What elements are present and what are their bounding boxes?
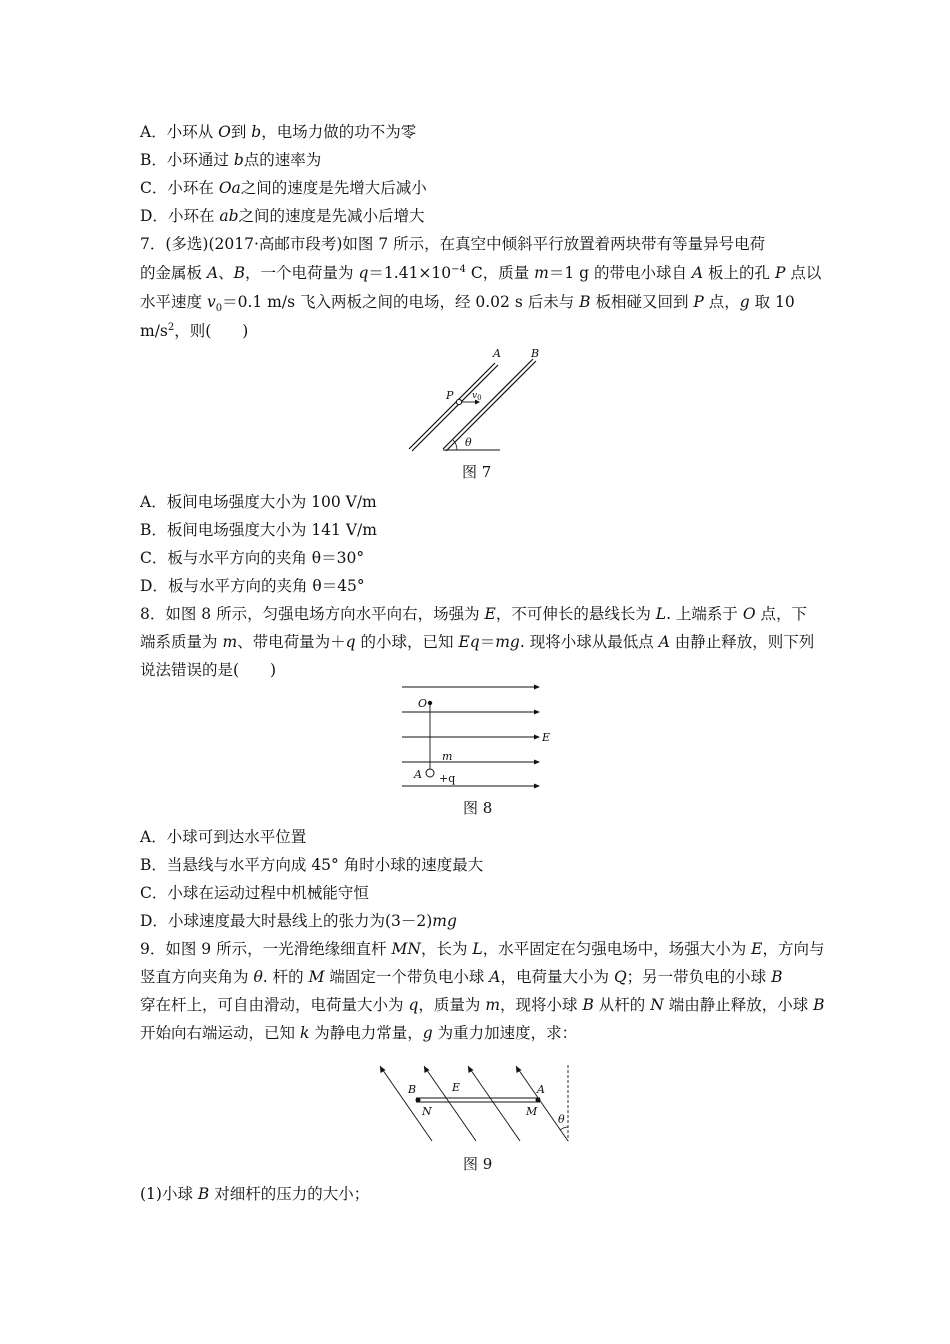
- q8-option-d: D．小球速度最大时悬线上的张力为(3－2)mg: [140, 912, 457, 930]
- q7-option-b: B．板间电场强度大小为 141 V/m: [140, 521, 377, 539]
- q8-option-a: A．小球可到达水平位置: [140, 828, 307, 846]
- q9-stem-line-3: 穿在杆上，可自由滑动，电荷量大小为 q，质量为 m，现将小球 B 从杆的 N 端由静止释放，小球 B: [140, 996, 825, 1014]
- figure-9-label-b: B: [408, 1083, 417, 1096]
- q7-option-c: C．板与水平方向的夹角 θ＝30°: [140, 549, 365, 567]
- q6-option-d: D．小环在 ab之间的速度是先减小后增大: [140, 207, 425, 225]
- figure-8-caption: 图 8: [463, 799, 493, 817]
- plate-a: [409, 363, 495, 449]
- q7-stem-line-1: 7．(多选)(2017·高邮市段考)如图 7 所示，在真空中倾斜平行放置着两块带有等量异号电荷: [140, 235, 766, 253]
- figure-8: [400, 682, 560, 792]
- ball-b: [416, 1098, 421, 1103]
- figure-8-label-o: O: [418, 697, 428, 710]
- q8-stem-line-3: 说法错误的是( ): [140, 661, 277, 679]
- figure-8-label-m: m: [442, 750, 453, 763]
- q9-subquestion-1: (1)小球 B 对细杆的压力的大小；: [140, 1185, 370, 1203]
- q7-stem-line-4: $m/s^2$，则( ): [140, 321, 249, 340]
- q9-stem-line-4: 开始向右端运动，已知 k 为静电力常量，g 为重力加速度，求：: [140, 1024, 578, 1042]
- figure-9-label-a: A: [537, 1083, 545, 1096]
- q9-stem-line-2: 竖直方向夹角为 θ. 杆的 M 端固定一个带负电小球 A，电荷量大小为 Q；另一带负电的小球 B: [140, 968, 783, 986]
- figure-7-caption: 图 7: [462, 463, 492, 481]
- q6-option-b: B．小环通过 b点的速率为: [140, 151, 322, 169]
- figure-8-label-e: E: [542, 731, 551, 744]
- field-line-3: [468, 1066, 520, 1141]
- q6-option-a: A．小环从 O到 b，电场力做的功不为零: [140, 123, 417, 141]
- field-line-1: [380, 1066, 432, 1141]
- q9-stem-line-1: 9．如图 9 所示，一光滑绝缘细直杆 MN，长为 L，水平固定在匀强电场中，场强大小为 E，方向与: [140, 940, 825, 958]
- figure-9-label-e: E: [452, 1081, 461, 1094]
- field-line-2: [424, 1066, 476, 1141]
- ball-a: [426, 769, 434, 777]
- figure-8-label-q: +q: [439, 772, 456, 785]
- figure-9-label-m: M: [526, 1105, 538, 1118]
- q8-stem-line-1: 8．如图 8 所示，匀强电场方向水平向右，场强为 E，不可伸长的悬线长为 L. 上端系于 O 点，下: [140, 605, 808, 623]
- theta-arc: [560, 1127, 568, 1130]
- figure-9-caption: 图 9: [463, 1155, 493, 1173]
- q7-stem-line-2: 的金属板 A、B，一个电荷量为 $q=1.41\times 10^{-4}$ C，质量 m＝1 g 的带电小球自 A 板上的孔 P 点以: [140, 263, 822, 282]
- figure-9-label-n: N: [422, 1105, 432, 1118]
- figure-7: [395, 345, 555, 457]
- plate-a-inner: [412, 365, 498, 451]
- q8-option-c: C．小球在运动过程中机械能守恒: [140, 884, 369, 902]
- figure-7-label-v: $v_0$: [472, 391, 482, 402]
- q7-stem-line-3: 水平速度 $v_0=0.1$ m/s 飞入两板之间的电场，经 0.02 s 后未与 B 板相碰又回到 P 点，g 取 10: [140, 293, 795, 315]
- q7-option-d: D．板与水平方向的夹角 θ＝45°: [140, 577, 365, 595]
- figure-9: [372, 1063, 582, 1153]
- q8-stem-line-2: 端系质量为 m、带电荷量为＋q 的小球，已知 Eq＝mg. 现将小球从最低点 A 由静止释放，则下列: [140, 633, 815, 651]
- figure-7-label-a: A: [493, 347, 501, 360]
- figure-9-label-theta: θ: [558, 1113, 565, 1126]
- plate-b-inner: [446, 361, 536, 451]
- figure-7-label-p: P: [446, 389, 454, 402]
- q7-option-a: A．板间电场强度大小为 100 V/m: [140, 493, 377, 511]
- ball-p: [456, 399, 461, 404]
- q8-option-b: B．当悬线与水平方向成 45° 角时小球的速度最大: [140, 856, 484, 874]
- ball-a: [536, 1098, 541, 1103]
- q6-option-c: C．小环在 Oa之间的速度是先增大后减小: [140, 179, 427, 197]
- figure-8-label-a: A: [414, 768, 422, 781]
- pivot-o: [428, 701, 432, 705]
- plate-b: [443, 359, 533, 449]
- figure-7-label-theta: θ: [465, 436, 472, 449]
- figure-7-label-b: B: [531, 347, 540, 360]
